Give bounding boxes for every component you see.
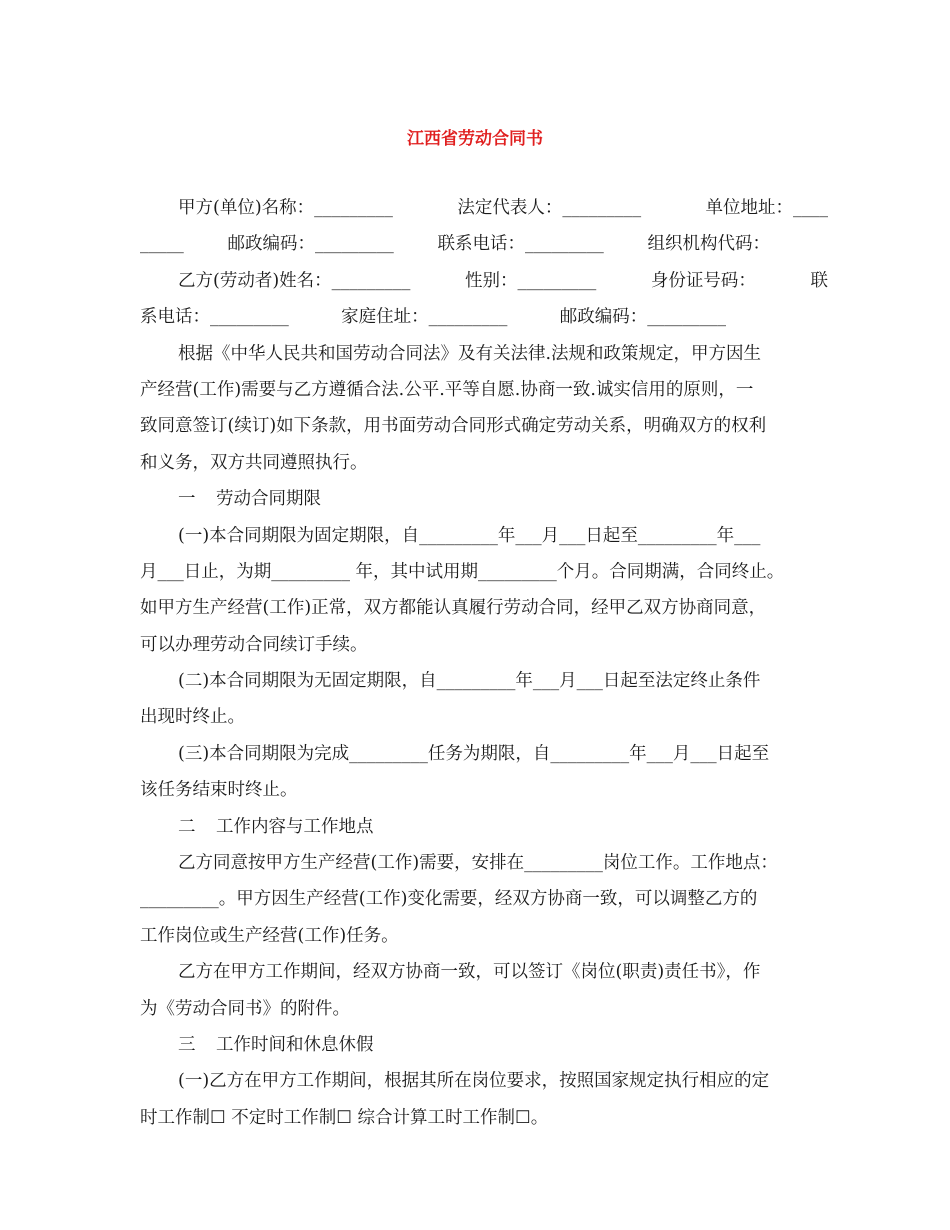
section-1-clause-1-line: 如甲方生产经营(工作)正常，双方都能认真履行劳动合同，经甲乙双方协商同意， <box>140 598 767 619</box>
party-a-phone-field: 联系电话：_________ <box>437 234 604 255</box>
party-b-gender-field: 性别：_________ <box>465 270 597 291</box>
section-1-clause-1-line: 月___日止，为期_________ 年，其中试用期_________个月。合同期满，合同终止。 <box>140 561 785 582</box>
section-3-heading <box>140 1027 828 1063</box>
party-a-address-field: 单位地址：____ <box>705 198 828 218</box>
section-2-paragraph-1-line: _________。甲方因生产经营(工作)变化需要，经双方协商一致，可以调整乙方的 <box>140 889 758 910</box>
party-a-representative-field: 法定代表人：_________ <box>457 198 642 218</box>
section-1-clause-3-line: 该任务结束时终止。 <box>140 780 298 801</box>
section-1-number: 一 <box>178 489 196 510</box>
section-1-clause-1-line: 可以办理劳动合同续订手续。 <box>140 634 368 655</box>
section-3-number: 三 <box>178 1034 196 1055</box>
section-1-clause-3-line: (三)本合同期限为完成_________任务为期限，自_________年___月___日起至 <box>178 743 770 764</box>
section-2-title: 工作内容与工作地点 <box>216 816 374 837</box>
section-1-clause-1-line: (一)本合同期限为固定期限，自_________年___月___日起至_________年___ <box>178 525 761 546</box>
section-3-clause-1-line: (一)乙方在甲方工作期间，根据其所在岗位要求，按照国家规定执行相应的定 <box>178 1071 770 1092</box>
party-b-id-field: 身份证号码： <box>650 270 756 291</box>
party-a-name-field: 甲方(单位)名称：_________ <box>178 198 393 218</box>
section-2-heading <box>140 809 828 845</box>
party-a-postcode-field: 邮政编码：_________ <box>227 234 394 255</box>
party-b-line-1 <box>140 263 828 299</box>
preamble-line: 致同意签订(续订)如下条款，用书面劳动合同形式确定劳动关系，明确双方的权利 <box>140 416 767 437</box>
preamble-line: 产经营(工作)需要与乙方遵循合法.公平.平等自愿.协商一致.诚实信用的原则，一 <box>140 379 754 400</box>
document-body <box>140 190 828 1136</box>
party-b-postcode-field: 邮政编码：_________ <box>559 307 726 328</box>
party-a-line-1 <box>140 190 828 226</box>
party-b-phone-label-start: 联 <box>810 270 828 291</box>
party-b-line-2 <box>140 299 828 335</box>
section-1-clause-2-line: 出现时终止。 <box>140 707 245 728</box>
preamble-line: 根据《中华人民共和国劳动合同法》及有关法律.法规和政策规定，甲方因生 <box>178 343 762 364</box>
party-a-line-2 <box>140 226 828 262</box>
party-a-org-code-field: 组织机构代码： <box>647 234 770 255</box>
party-b-name-field: 乙方(劳动者)姓名：_________ <box>178 270 411 291</box>
party-b-address-field: 家庭住址：_________ <box>341 307 508 328</box>
section-2-paragraph-2-line: 乙方在甲方工作期间，经双方协商一致，可以签订《岗位(职责)责任书》，作 <box>178 962 761 983</box>
preamble-line: 和义务，双方共同遵照执行。 <box>140 452 368 473</box>
party-a-address-continued: _____ <box>140 234 184 255</box>
section-1-title: 劳动合同期限 <box>216 489 321 510</box>
section-3-clause-1-line: 时工作制☐ 不定时工作制☐ 综合计算工时工作制☐。 <box>140 1107 549 1128</box>
document-title: 江西省劳动合同书 <box>407 129 543 149</box>
section-2-paragraph-1-line: 工作岗位或生产经营(工作)任务。 <box>140 925 399 946</box>
section-2-number: 二 <box>178 816 196 837</box>
party-b-phone-field: 系电话：_________ <box>140 307 289 328</box>
section-1-clause-2-line: (二)本合同期限为无固定期限，自_________年___月___日起至法定终止条件 <box>178 671 761 692</box>
section-1-heading <box>140 481 828 517</box>
section-2-paragraph-2-line: 为《劳动合同书》的附件。 <box>140 998 350 1019</box>
section-3-title: 工作时间和休息休假 <box>216 1034 374 1055</box>
section-2-paragraph-1-line: 乙方同意按甲方生产经营(工作)需要，安排在_________岗位工作。工作地点： <box>178 853 778 874</box>
